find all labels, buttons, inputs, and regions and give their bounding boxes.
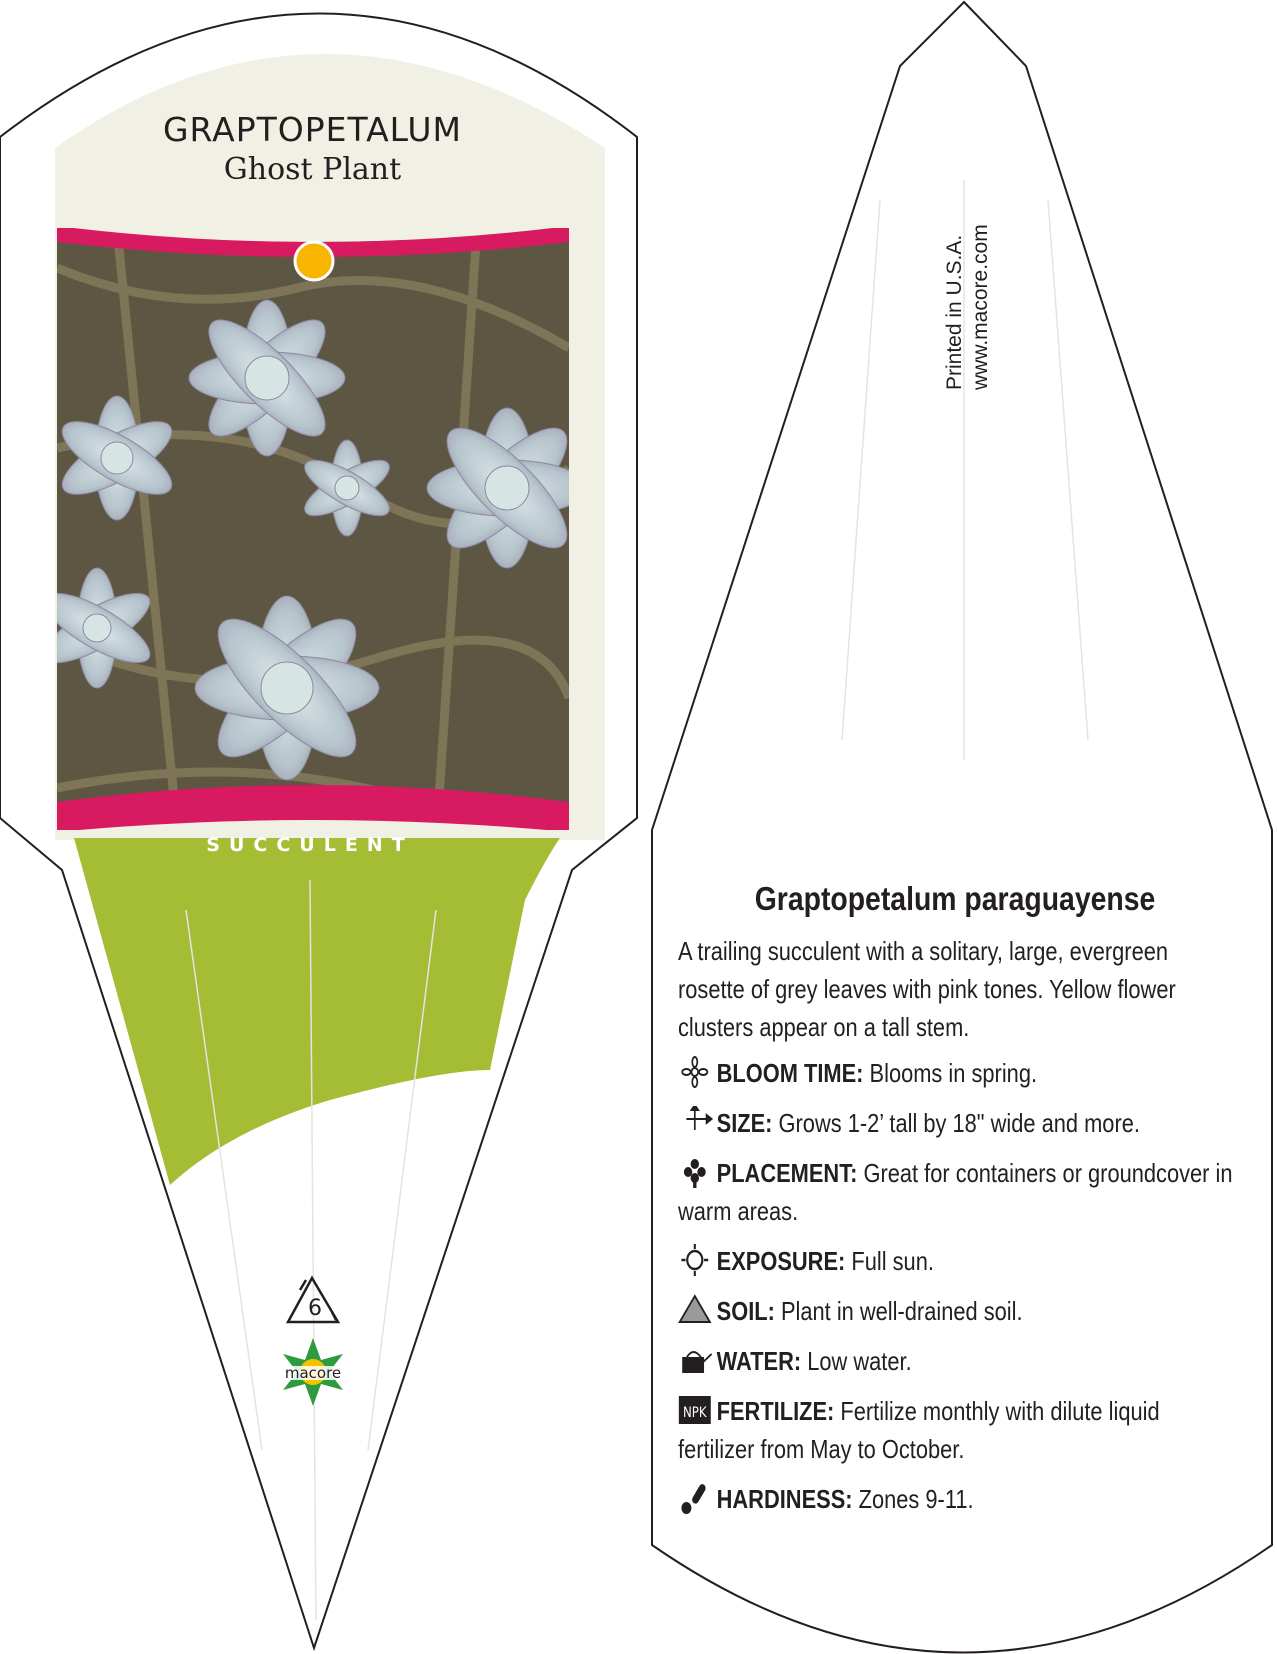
svg-text:NPK: NPK (683, 1405, 707, 1422)
detail-placement (678, 1154, 1241, 1230)
detail-label: WATER: (716, 1346, 802, 1376)
detail-size (678, 1104, 1241, 1142)
sun-icon (678, 1244, 717, 1276)
flower-icon (678, 1056, 717, 1088)
detail-label: HARDINESS: (716, 1484, 853, 1514)
thermometer-icon (678, 1482, 717, 1514)
watering-can-icon (678, 1344, 717, 1376)
detail-text: Fertilize monthly with dilute liquid fertilizer from May to October. (678, 1396, 1160, 1464)
detail-label: FERTILIZE: (716, 1396, 835, 1426)
printed-line: Printed in U.S.A. (943, 234, 966, 390)
detail-label: PLACEMENT: (716, 1158, 858, 1188)
detail-text: Grows 1-2’ tall by 18" wide and more. (778, 1108, 1140, 1138)
detail-label: SOIL: (716, 1296, 775, 1326)
detail-water (678, 1342, 1241, 1380)
soil-icon (678, 1294, 717, 1326)
detail-text: Full sun. (851, 1246, 934, 1276)
plant-description: A trailing succulent with a solitary, large, evergreen rosette of grey leaves with pink tones. Yellow flower clusters appear on a tall stem. (678, 936, 1176, 1042)
website-url: www.macore.com (969, 224, 992, 390)
detail-text: Low water. (807, 1346, 912, 1376)
detail-label: BLOOM TIME: (716, 1058, 864, 1088)
recycle-number: 6 (308, 1296, 322, 1321)
plant-genus-title: GRAPTOPETALUM (162, 110, 463, 149)
care-info (678, 932, 1243, 1530)
printed-info (942, 224, 994, 390)
detail-bloom-time (678, 1054, 1241, 1092)
detail-text: Plant in well-drained soil. (780, 1296, 1023, 1326)
detail-label: SIZE: (716, 1108, 773, 1138)
detail-exposure (678, 1242, 1241, 1280)
npk-icon (678, 1394, 717, 1426)
placement-icon (678, 1156, 717, 1188)
plant-category: SUCCULENT (206, 834, 414, 856)
detail-fertilize (678, 1392, 1241, 1468)
detail-label: EXPOSURE: (716, 1246, 846, 1276)
plant-common-name: Ghost Plant (223, 152, 402, 187)
brand-name: macore (284, 1364, 342, 1382)
scientific-name: Graptopetalum paraguayense (754, 880, 1156, 917)
detail-soil (678, 1292, 1241, 1330)
detail-hardiness (678, 1480, 1241, 1518)
size-icon (678, 1106, 717, 1138)
yellow-bloom-dot (291, 238, 337, 284)
detail-text: Great for containers or groundcover in warm areas. (678, 1158, 1233, 1226)
detail-text: Zones 9-11. (858, 1484, 974, 1514)
detail-text: Blooms in spring. (869, 1058, 1038, 1088)
plant-photo (57, 228, 569, 830)
